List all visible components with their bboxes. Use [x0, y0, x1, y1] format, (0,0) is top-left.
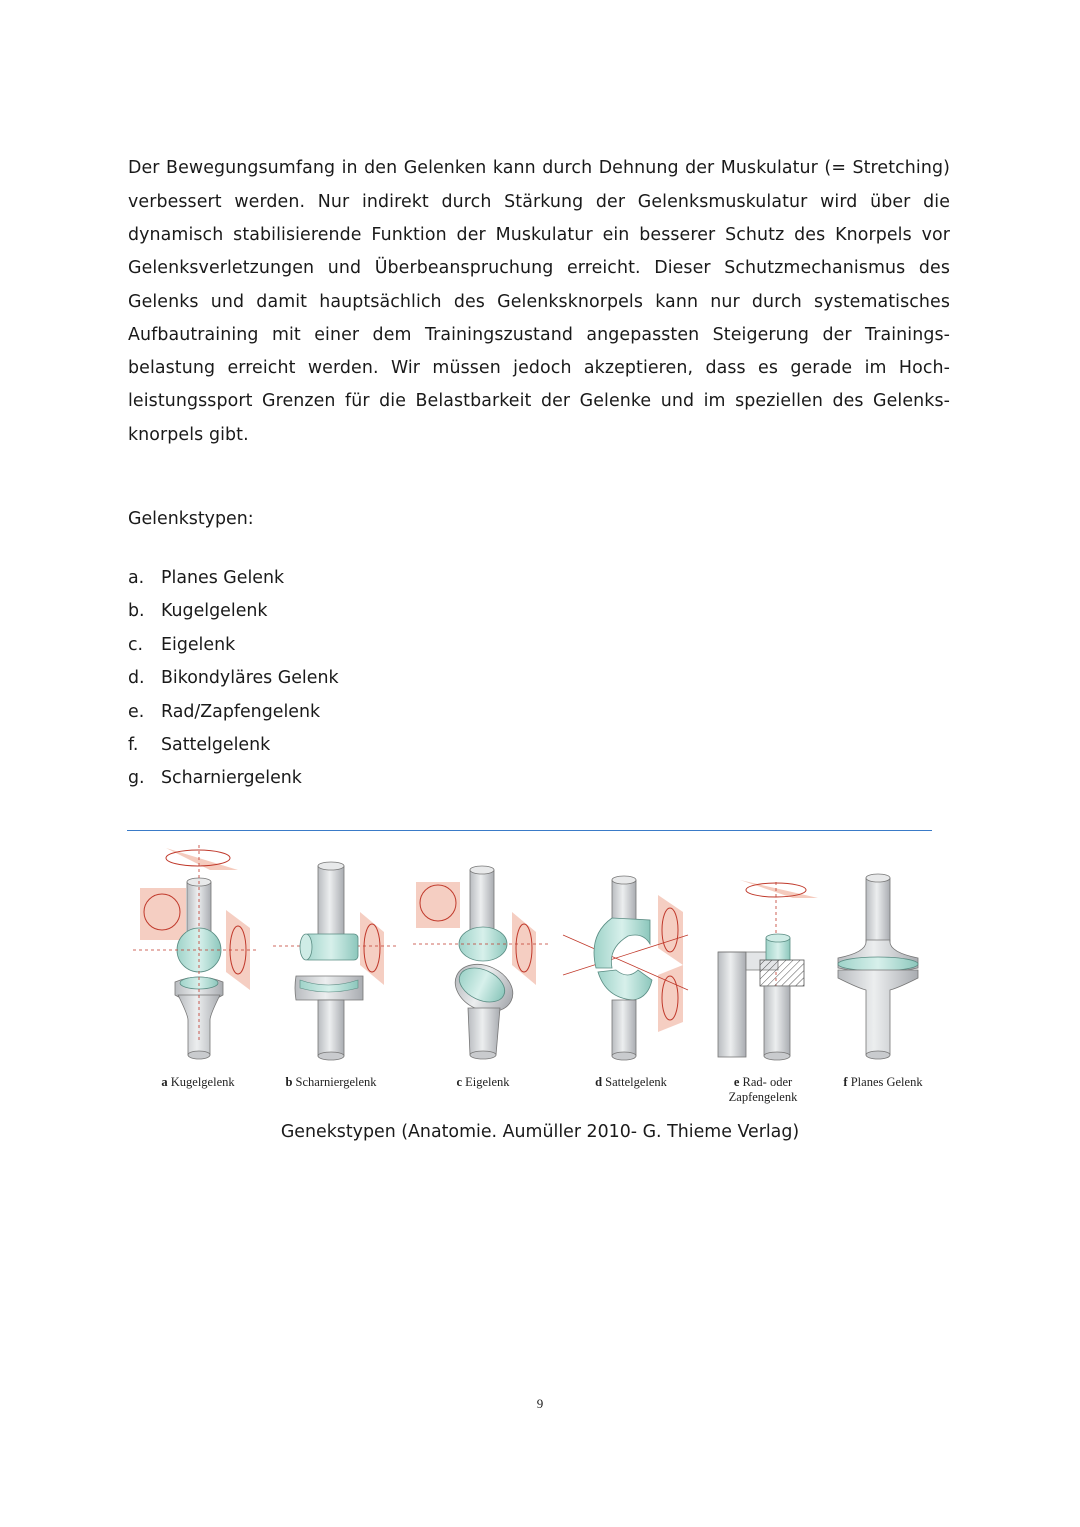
list-letter: b.: [128, 601, 145, 622]
figure-label-text: Rad- oder: [742, 1075, 793, 1089]
list-letter: a.: [128, 568, 145, 588]
list-label: Sattelgelenk: [161, 735, 271, 756]
list-label: Bikondyläres Gelenk: [161, 668, 339, 689]
figure-label-letter: e: [733, 1075, 740, 1089]
list-letter: c.: [128, 634, 144, 655]
list-letter: d.: [128, 668, 145, 689]
figure-label-text: Planes Gelenk: [850, 1075, 923, 1089]
ball-joint-illustration: [133, 845, 256, 1059]
figure-label-text: Scharniergelenk: [295, 1075, 377, 1089]
page-number: 9: [536, 1396, 544, 1411]
figure-label-letter: c: [456, 1075, 462, 1089]
list-item: [128, 696, 339, 729]
saddle-joint-illustration: [563, 876, 688, 1060]
figure-label-letter: a: [161, 1075, 168, 1089]
list-letter: g.: [128, 768, 145, 789]
list-item: [128, 562, 339, 595]
ellipsoid-joint-illustration: [413, 866, 548, 1059]
figure-label-plane-joint: [833, 1075, 933, 1090]
list-item: [128, 762, 339, 795]
figure-label-letter: d: [595, 1075, 603, 1089]
pivot-joint-illustration: [718, 880, 818, 1060]
figure-label-letter: b: [285, 1075, 293, 1089]
figure-label-letter: f: [843, 1075, 848, 1089]
list-label: Rad/Zapfengelenk: [161, 701, 321, 722]
list-letter: f.: [128, 735, 139, 756]
figure-label-ellipsoid-joint: [433, 1075, 533, 1090]
list-label: Kugelgelenk: [161, 601, 268, 622]
figure-label-text: Eigelenk: [465, 1075, 510, 1089]
body-paragraph: Der Bewegungsumfang in den Gelenken kann durch Dehnung der Muskulatur (= Stretching) verbessert werden. Nur indirekt durch Stärkung der Gelenksmuskulatur wird über die dynamisch stabilisierende Funktion der Muskulatur ein besserer Schutz des Knorpels vor Gelenksverletzungen und Überbeanspruchung erreicht. Dieser Schutzmechanismus des Gelenks und damit hauptsächlich des Gelenksknorpels kann nur durch systematisches Aufbautraining mit einer dem Trainingszustand angepassten Steigerung der Trainings-belastung erreicht werden. Wir müssen jedoch akzeptieren, dass es gerade im Hoch-leistungssport Grenzen für die Belastbarkeit der Gelenke und im speziellen des Gelenks-knorpels gibt.: [128, 158, 950, 445]
list-item: [128, 729, 339, 762]
figure-label-text: Kugelgelenk: [170, 1075, 235, 1089]
list-label: Scharniergelenk: [161, 768, 302, 789]
figure-caption: Genekstypen (Anatomie. Aumüller 2010- G. Thieme Verlag): [280, 1122, 800, 1142]
list-label: Planes Gelenk: [161, 568, 285, 588]
list-label: Eigelenk: [161, 634, 236, 655]
figure-label-text: Sattelgelenk: [605, 1075, 667, 1089]
plane-joint-illustration: [838, 874, 918, 1059]
joint-illustrations: [128, 840, 933, 1070]
list-item: [128, 662, 339, 695]
figure-label-hinge-joint: [271, 1075, 391, 1090]
list-letter: e.: [128, 701, 145, 722]
figure-label-pivot-joint: [713, 1075, 813, 1105]
figure-label-saddle-joint: [576, 1075, 686, 1090]
list-item: [128, 595, 339, 628]
figure-label-text-line2: Zapfengelenk: [728, 1090, 798, 1104]
list-item: [128, 629, 339, 662]
joint-types-list: [128, 562, 339, 796]
hinge-joint-illustration: [273, 862, 398, 1060]
joint-types-heading: Gelenkstypen:: [128, 509, 254, 529]
figure-divider: [127, 830, 932, 831]
joint-types-figure: [128, 840, 933, 1115]
figure-label-ball-joint: [148, 1075, 248, 1090]
